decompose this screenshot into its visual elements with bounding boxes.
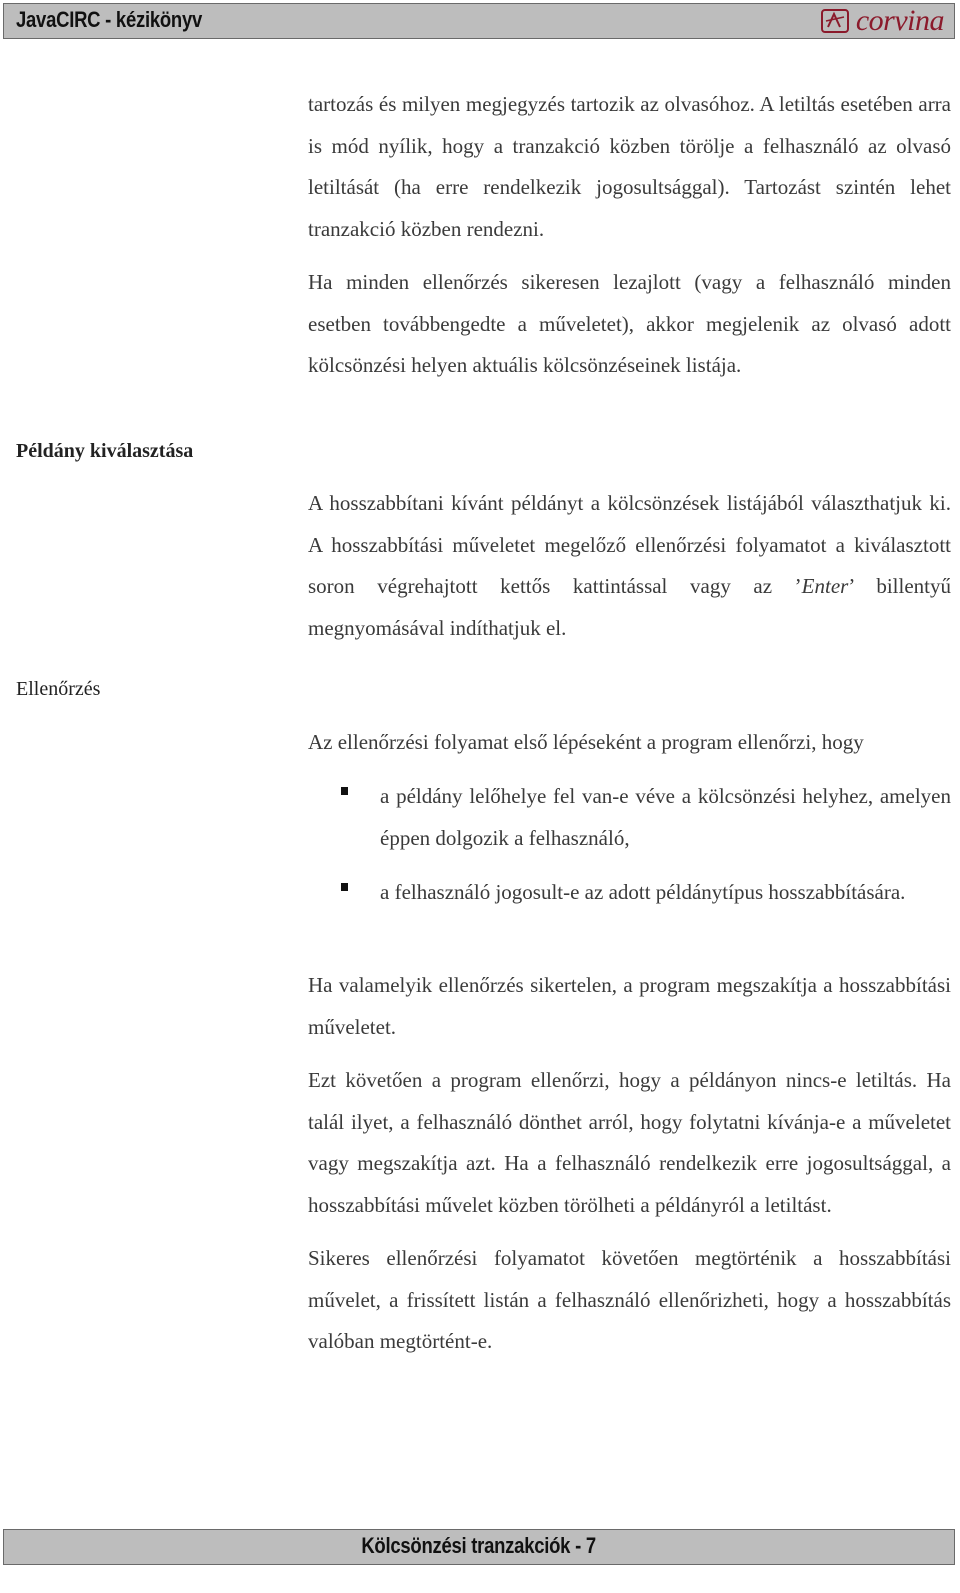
check-list bbox=[340, 776, 951, 927]
corvina-logo-icon bbox=[820, 7, 854, 35]
paragraph: Ha minden ellenőrzés sikeresen lezajlott (vagy a felhasználó minden esetben továbbengedte a műveletet), akkor megjelenik az olvasó adott kölcsönzési helyen aktuális kölcsönzéseinek listája. bbox=[308, 270, 951, 377]
document-title: JavaCIRC - kézikönyv bbox=[16, 7, 203, 32]
ellenorzes-paragraphs bbox=[308, 965, 951, 1363]
paragraph bbox=[308, 483, 951, 649]
enter-key-text: Enter bbox=[801, 574, 849, 598]
list-item bbox=[340, 776, 951, 859]
intro-section bbox=[308, 84, 951, 387]
footer-text: Kölcsönzési tranzakciók - 7 bbox=[361, 1533, 597, 1558]
section-heading-peldany: Példány kiválasztása bbox=[16, 440, 194, 462]
ellenorzes-intro bbox=[308, 722, 951, 764]
corvina-logo bbox=[820, 6, 944, 36]
square-bullet-icon bbox=[341, 883, 348, 891]
page-footer bbox=[3, 1529, 955, 1565]
paragraph: tartozás és milyen megjegyzés tartozik az olvasóhoz. A letiltás esetében arra is mód nyílik, hogy a tranzakció közben törölje a felhasználó az olvasó letiltását (ha erre rendelkezik jogosultsággal). Tartozást szintén lehet tranzakció közben rendezni. bbox=[308, 92, 951, 241]
list-item bbox=[340, 872, 951, 914]
paragraph: Ha valamelyik ellenőrzés sikertelen, a program megszakítja a hosszabbítási műveletet. bbox=[308, 973, 951, 1039]
text-span: A hosszabbítani kívánt példányt a kölcsönzések listájából választhatjuk ki. A hosszabbítási műveletet megelőző ellenőrzési folyamatot a kiválasztott soron végrehajtott kettős kattintással vagy az ’ bbox=[308, 491, 951, 598]
list-item-text: a felhasználó jogosult-e az adott példánytípus hosszabbítására. bbox=[380, 880, 906, 904]
paragraph: Az ellenőrzési folyamat első lépéseként a program ellenőrzi, hogy bbox=[308, 730, 864, 754]
text-span: ’ billentyű megnyomásával indíthatjuk el. bbox=[308, 574, 952, 640]
section-heading-ellenorzes: Ellenőrzés bbox=[16, 678, 101, 700]
square-bullet-icon bbox=[341, 787, 348, 795]
page-header bbox=[3, 3, 955, 39]
list-item-text: a példány lelőhelye fel van-e véve a kölcsönzési helyhez, amelyen éppen dolgozik a felhasználó, bbox=[380, 784, 951, 850]
paragraph: Ezt követően a program ellenőrzi, hogy a példányon nincs-e letiltás. Ha talál ilyet, a felhasználó dönthet arról, hogy folytatni kívánja-e a műveletet vagy megszakítja azt. Ha a felhasználó rendelkezik erre jogosultsággal, a hosszabbítási művelet közben törölheti a példányról a letiltást. bbox=[308, 1068, 951, 1217]
peldany-section bbox=[308, 483, 951, 649]
paragraph: Sikeres ellenőrzési folyamatot követően megtörténik a hosszabbítási művelet, a frissített listán a felhasználó ellenőrizheti, hogy a hosszabbítás valóban megtörtént-e. bbox=[308, 1246, 951, 1353]
logo-text: corvina bbox=[855, 4, 944, 37]
